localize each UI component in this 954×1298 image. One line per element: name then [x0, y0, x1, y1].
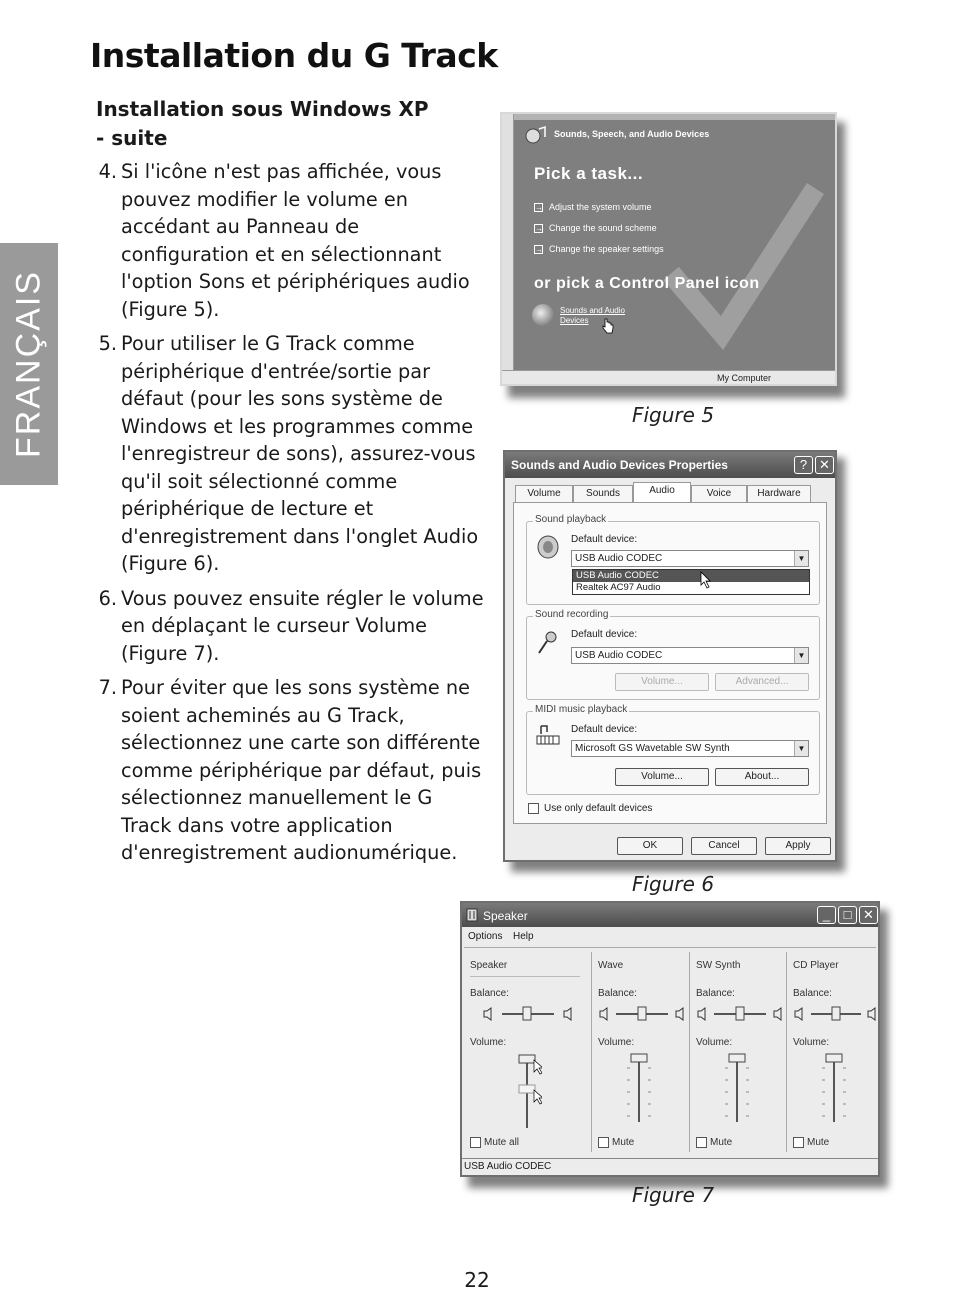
select-value: USB Audio CODEC	[575, 553, 663, 564]
chevron-down-icon[interactable]: ▼	[794, 551, 808, 566]
balance-slider[interactable]	[482, 1006, 574, 1022]
step-number: 6.	[98, 586, 117, 610]
dialog-title: Sounds and Audio Devices Properties	[511, 458, 728, 472]
balance-slider[interactable]	[696, 1006, 784, 1022]
audio-tab-sheet	[513, 502, 827, 824]
menu-options[interactable]: Options	[468, 931, 503, 942]
panel-header: Sounds, Speech, and Audio Devices	[554, 129, 710, 139]
mixer-column-sw-synth	[690, 948, 787, 1156]
balance-label: Balance:	[470, 988, 509, 999]
steps-list	[92, 158, 484, 874]
figure-5-control-panel	[500, 112, 837, 386]
tab-voice[interactable]: Voice	[691, 485, 747, 502]
mute-label: Mute	[612, 1137, 635, 1148]
channel-name: SW Synth	[696, 960, 741, 971]
hand-cursor-icon	[602, 318, 614, 334]
step-text: Si l'icône n'est pas affichée, vous pouvez modifier le volume en accédant au Panneau de configuration et en sélectionnant l'option Sons et périphériques audio (Figure 5).	[121, 160, 470, 321]
playback-device-label: Default device:	[571, 534, 638, 545]
volume-slider[interactable]	[819, 1052, 849, 1124]
volume-label: Volume:	[598, 1037, 635, 1048]
or-pick-heading: or pick a Control Panel icon	[534, 275, 760, 292]
ok-button[interactable]: OK	[617, 837, 683, 855]
cancel-button[interactable]: Cancel	[691, 837, 757, 855]
mixer-column-cd-player	[787, 948, 876, 1156]
mixer-title: Speaker	[483, 909, 528, 923]
midi-about-button[interactable]: About...	[715, 768, 809, 786]
select-value: USB Audio CODEC	[575, 650, 663, 661]
recording-advanced-button[interactable]: Advanced...	[715, 673, 809, 691]
chevron-down-icon[interactable]: ▼	[794, 741, 808, 756]
step-number: 5.	[98, 332, 117, 355]
volume-slider[interactable]	[512, 1052, 542, 1132]
figure-7-caption: Figure 7	[632, 1183, 715, 1207]
sounds-audio-devices-link[interactable]	[560, 306, 625, 326]
select-value: Microsoft GS Wavetable SW Synth	[575, 743, 730, 754]
volume-label: Volume:	[696, 1037, 733, 1048]
mixer-titlebar	[462, 903, 878, 927]
mixer-status-bar: USB Audio CODEC	[462, 1158, 878, 1175]
use-only-default-label: Use only default devices	[544, 803, 653, 814]
midi-device-label: Default device:	[571, 724, 638, 735]
channel-name: Wave	[598, 960, 624, 971]
close-icon[interactable]: ✕	[859, 906, 878, 924]
mute-checkbox[interactable]	[696, 1137, 707, 1148]
mute-label: Mute	[710, 1137, 733, 1148]
tab-volume[interactable]: Volume	[515, 485, 573, 502]
step-number: 4.	[98, 160, 117, 183]
balance-slider[interactable]	[793, 1006, 877, 1022]
subtitle-line-2: - suite	[96, 126, 168, 150]
separator	[470, 976, 580, 977]
task-panel	[514, 120, 837, 370]
group-legend: MIDI music playback	[535, 704, 628, 715]
arrow-icon: →	[535, 223, 543, 233]
microphone-icon	[535, 629, 561, 655]
step-number: 7.	[98, 676, 117, 699]
sound-recording-group	[526, 609, 820, 700]
task-link-speaker-settings[interactable]	[534, 244, 664, 254]
link-line-1: Sounds and Audio	[560, 306, 625, 315]
volume-slider[interactable]	[624, 1052, 654, 1124]
balance-label: Balance:	[598, 988, 637, 999]
mute-checkbox[interactable]	[470, 1137, 481, 1148]
menu-help[interactable]: Help	[513, 931, 534, 942]
task-link-sound-scheme[interactable]	[534, 223, 657, 233]
pick-task-heading: Pick a task...	[534, 164, 644, 183]
recording-device-select[interactable]	[571, 647, 809, 664]
tab-hardware[interactable]: Hardware	[747, 485, 811, 502]
step-text: Pour utiliser le G Track comme périphérique d'entrée/sortie par défaut (pour les sons système de Windows et les programmes comme l'enregistreur de sons), assurez-vous qu'il soit sélectionné comme périphérique de lecture et d'enregistrement dans l'onglet Audio (Figure 6).	[121, 332, 479, 575]
mixer-menubar	[462, 927, 878, 945]
mute-checkbox[interactable]	[793, 1137, 804, 1148]
tab-audio[interactable]: Audio	[633, 482, 691, 503]
figure-5-caption: Figure 5	[632, 403, 715, 427]
group-legend: Sound recording	[535, 609, 609, 620]
checkmark-watermark-icon	[654, 170, 824, 360]
recording-volume-button[interactable]: Volume...	[615, 673, 709, 691]
use-only-default-checkbox[interactable]	[528, 803, 539, 814]
midi-playback-group	[526, 704, 820, 795]
step-text: Pour éviter que les sons système ne soient acheminés au G Track, sélectionnez une carte son différente comme périphérique par défaut, puis sélectionnez manuellement le G Track dans votre application d'enregistrement audionumérique.	[121, 676, 482, 864]
midi-keyboard-icon	[535, 722, 561, 748]
figure-6-properties-dialog	[503, 450, 837, 862]
balance-label: Balance:	[696, 988, 735, 999]
help-button[interactable]: ?	[794, 456, 813, 474]
step-item	[92, 330, 484, 578]
channel-name: Speaker	[470, 960, 508, 971]
mute-checkbox[interactable]	[598, 1137, 609, 1148]
volume-label: Volume:	[470, 1037, 507, 1048]
midi-volume-button[interactable]: Volume...	[615, 768, 709, 786]
language-label: FRANÇAIS	[9, 270, 48, 458]
dropdown-option-selected[interactable]: USB Audio CODEC	[573, 570, 809, 582]
midi-device-select[interactable]	[571, 740, 809, 757]
volume-slider[interactable]	[722, 1052, 752, 1124]
link-line-2: Devices	[560, 316, 589, 325]
minimize-icon[interactable]: _	[817, 906, 836, 924]
page-number: 22	[464, 1268, 490, 1292]
channel-name: CD Player	[793, 960, 839, 971]
mixer-column-wave	[592, 948, 690, 1156]
tab-sounds[interactable]: Sounds	[573, 485, 633, 502]
task-label: Change the sound scheme	[549, 223, 657, 233]
speaker-icon[interactable]	[532, 304, 554, 326]
section-subtitle	[96, 95, 456, 153]
page-title: Installation du G Track	[90, 36, 498, 75]
arrow-icon: →	[535, 244, 543, 254]
dropdown-option[interactable]: Realtek AC97 Audio	[576, 582, 661, 593]
arrow-icon: →	[535, 202, 543, 212]
task-label: Change the speaker settings	[549, 244, 664, 254]
status-location: My Computer	[717, 373, 772, 383]
task-label: Adjust the system volume	[549, 202, 652, 212]
recording-device-label: Default device:	[571, 629, 638, 640]
mute-label: Mute	[807, 1137, 830, 1148]
apply-button[interactable]: Apply	[765, 837, 831, 855]
balance-slider[interactable]	[598, 1006, 686, 1022]
sounds-category-icon	[524, 125, 548, 145]
figure-7-speaker-mixer	[460, 901, 880, 1177]
close-button[interactable]: ✕	[815, 456, 834, 474]
status-bar	[502, 370, 837, 386]
step-item	[92, 158, 484, 323]
scrollbar[interactable]	[502, 114, 514, 370]
step-item	[92, 674, 484, 867]
balance-label: Balance:	[793, 988, 832, 999]
figure-6-caption: Figure 6	[632, 872, 715, 896]
maximize-icon[interactable]: □	[838, 906, 857, 924]
mute-label: Mute all	[484, 1137, 520, 1148]
subtitle-line-1: Installation sous Windows XP	[96, 97, 429, 121]
group-legend: Sound playback	[535, 514, 607, 525]
speaker-icon	[535, 534, 561, 560]
chevron-down-icon[interactable]: ▼	[794, 648, 808, 663]
mixer-body	[464, 947, 876, 1155]
playback-device-select[interactable]	[571, 550, 809, 567]
arrow-cursor-icon	[700, 571, 712, 589]
mixer-column-speaker	[464, 948, 592, 1156]
volume-label: Volume:	[793, 1037, 830, 1048]
playback-dropdown-list[interactable]	[572, 569, 810, 595]
dialog-titlebar	[505, 452, 835, 478]
task-link-adjust-volume[interactable]	[534, 202, 652, 212]
language-side-tab	[0, 243, 58, 485]
step-text: Vous pouvez ensuite régler le volume en déplaçant le curseur Volume (Figure 7).	[121, 586, 484, 665]
mixer-app-icon	[466, 908, 478, 922]
step-item	[92, 585, 484, 668]
